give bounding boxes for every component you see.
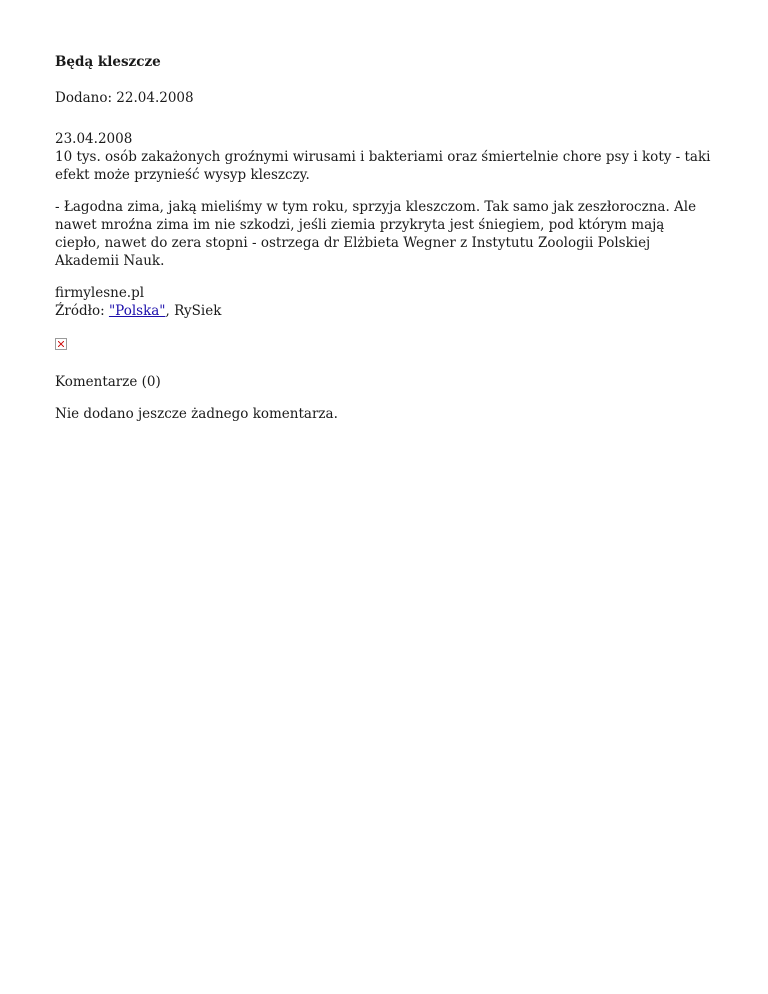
article-date: 23.04.2008 [55,131,133,147]
source-suffix: , RySiek [165,303,222,319]
comments-header: Komentarze (0) [55,374,161,390]
article-page [0,0,768,423]
article-lead-block [55,130,713,184]
article-title: Będą kleszcze [55,54,161,70]
source-block [55,284,713,320]
article-body: - Łagodna zima, jaką mieliśmy w tym roku, sprzyja kleszczom. Tak samo jak zeszłoroczna. Ale nawet mroźna zima im nie szkodzi, jeśli ziemia przykryta jest śniegiem, pod którym mają ciepło, nawet do zera stopni - ostrzega dr Elżbieta Wegner z Instytutu Zoologii Polskiej Akademii Nauk. [55,199,697,269]
source-prefix: Źródło: [55,303,109,319]
broken-image-icon [55,338,67,350]
image-container [55,334,713,373]
source-line [55,302,713,320]
added-date: Dodano: 22.04.2008 [55,90,194,106]
article-lead: 10 tys. osób zakażonych groźnymi wirusami i bakteriami oraz śmiertelnie chore psy i koty - taki efekt może przynieść wysyp kleszczy. [55,149,711,183]
no-comments-message: Nie dodano jeszcze żadnego komentarza. [55,406,338,422]
site-name: firmylesne.pl [55,285,145,301]
source-link[interactable]: "Polska" [108,303,166,319]
